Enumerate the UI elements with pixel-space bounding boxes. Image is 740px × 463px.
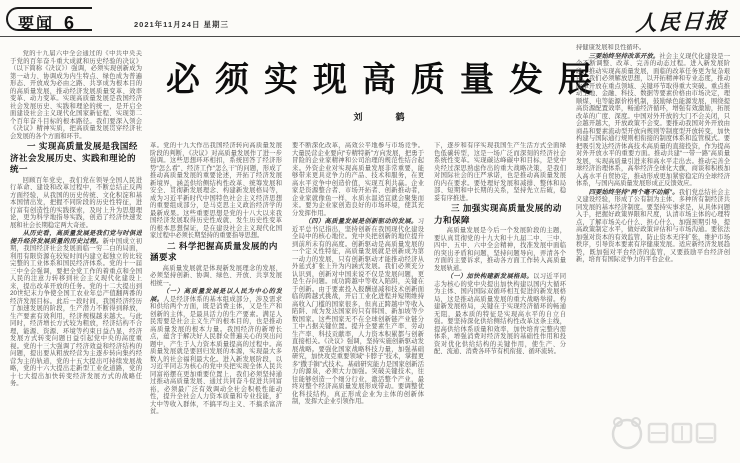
paragraph-lead: 从历史看，高质量发展是我们党与时俱进提升经济发展质量的历史过程。	[10, 230, 142, 245]
article-paragraph	[10, 230, 142, 388]
article-headline: 必须实现高质量发展	[166, 61, 607, 99]
paragraph-lead: 三要始终坚持改革开放。	[588, 52, 660, 60]
section-heading-1: 一 实现高质量发展是我国经济社会发展历史、实践和理论的统一	[10, 141, 138, 174]
article-author: 刘 鹤	[353, 112, 417, 122]
paragraph-lead: （一）加快构建新发展格局。	[446, 273, 534, 280]
column-1	[10, 50, 142, 460]
header-divider	[0, 36, 740, 37]
section-heading-3: 三 加强实现高质量发展的动力和保障	[434, 203, 562, 225]
article-paragraph	[150, 288, 282, 416]
section-kicker	[6, 7, 92, 31]
paragraph-text: 新中国成立初期，我国经济社会发展面临一穷二白的局面，利用有限资源在较短时间内建立起独立的比较完整的工业体系和国民经济体系。党的十一届三中全会强调，要把全党工作的着重点和全国人民的注意力转移到社会主义现代化建设上来，提出改革开放的任务。党的十二大提出到20世纪末力争使全国工农业年总产值翻两番的经济发展目标。此后一段时间，我国经济经历了加速发展的阶段，生产潜力不断得到释放，生产要素有效利用，经济规模越来越大。与此同时，经济增长方式较为粗放，经济结构不合理，能源、资源、环境等约束日益凸显，经济发展方式转变问题日益引起党中央的高度重视。党的十三大强调了经济效益和经济结构的问题，提出要从粗放经营为主逐步转向集约经营为主的轨道，党的十五大提出可持续发展战略，党的十六大提出走新型工业化道路，党的十七大提出加快转变经济发展方式的战略任务。	[10, 237, 142, 387]
section-heading-2: 二 科学把握高质量发展的内涵要求	[150, 240, 278, 262]
article-paragraph: 回顾百年党史，我们党在领导全国人民进行革命、建设和改革过程中，不断总结正反两方面经验，从我国的历史传统、文化积淀和基本国情出发，把握不同阶段的历史性特征，进行富有创造性的实践探索，及时上升为思想理论，更为科学地指导实践，创造了经济快速发展和社会长期稳定两大奇迹。	[10, 176, 142, 229]
article-paragraph: 要不断深化改革，高效公平地参与市场竞争。大量民营企业要向“专精特新”方向发展，把勇于冒险的企业家精神和公司治理的规范性结合起来。外资企业对实现高质量发展非常重要，能够带来更具竞争力的产品、技术和服务，在更高水平竞争中创造价值，实现互利共赢。企业家是资源整合者、市场开拓者、创新推动者，企业家就像鱼一样，水质水温适宜就会聚集而来。要为企业家创造良好的市场环境，使其充分发挥作用。	[292, 142, 424, 217]
article-paragraph	[576, 189, 730, 264]
paragraph-lead: （一）高质量发展是以人民为中心的发展。	[150, 288, 282, 303]
paragraph-text: 习近平总书记指出，坚持创新在我国现代化建设全局中的核心地位。党中央把创新的地位提升到前所未有的高度。创新驱动是高质量发展的一个定义性特征，高质量发展就是创新成为第一动力的发展，只有创新驱动才能推动经济从外延式扩张上升为内涵式发展。我们必须充分认识到，创新对中国来说不仅是发展问题，更是生存问题。成功跨越中等收入陷阱，关键在于创新。由于要素投入报酬递减和技术创新面临的跨越式挑战，开启工业化进程并短期维持高收入门槛的国家很多，但真正跨越中等收入陷阱、成为发达国家的只有韩国、新加坡等少数国家。这些国家无不在全球创新链产业链分工中占据关键位置。提升全要素生产率、劳动生产率、科技贡献率，人力资本积累都与创新直接相关。《决议》强调，坚持实施创新驱动发展战略。要强化国家战略科技力量，加强基础研究，加快攻克重要领域“卡脖子”技术，掌握更多“撒手锏”式技术。基础研究能力是国家创新活力的源泉，必须大力加强。突破关键技术，往往能够创造一个细分行业，激活整个产业，最终对整个经济高质量发展形成带动。要调整优化科技结构，真正形成企业为主体的创新体制，发挥大企业引领作用。	[292, 218, 424, 405]
article-paragraph	[576, 53, 730, 188]
section-label: 要闻	[18, 16, 55, 33]
masthead-logo: 人民日报	[635, 7, 729, 36]
headline-zone	[150, 60, 608, 123]
article-paragraph: 革。党的十九大作出我国经济转向高质量发展阶段的判断，《决议》对高质量发展作了进一步强调。这些思想环环相扣，系统回答了经济形势“怎么看”、经济工作“怎么干”的问题，形成了推动高质量发展的重要论述，开拓了经济发展新境界，涵盖供给侧结构性改革、统筹发展和安全、贯彻新发展理念、构建新发展格局等，成为习近平新时代中国特色社会主义经济思想的重要组成部分，是马克思主义政治经济学的最新成果。这些重要思想是党的十八大以来我国经济发展取得历史性成就、发生历史性变革的根本思想保证，是在建设社会主义现代化国家过程中必须长期坚持的重要指导思想。	[150, 142, 282, 239]
article-paragraph	[292, 218, 424, 406]
paragraph-text: 以习近平同志为核心的党中央提出加快构建以国内大循环为主体、国内国际双循环相互促进的新发展格局，这是推动高质量发展的重大战略举措。构建新发展格局，关键在于实现经济循环的畅通无阻，最本质的特征是实现高水平的自立自强。要坚持深化供给侧结构性改革这条主线，提高供给体系质量和效率，加快培育完整内需体系，增强消费对经济发展的基础性作用和投资对优化供给结构的关键作用，使生产、分配、流通、消费各环节有机衔接、循环流转。	[434, 273, 566, 355]
article-paragraph: 党的十九届六中全会通过的《中共中央关于党的百年奋斗重大成就和历史经验的决议》（以下简称《决议》）强调，必须实现创新成为第一动力、协调成为内生特点、绿色成为普遍形态、开放成为必由之路、共享成为根本目的的高质量发展，推动经济发展质量变革、效率变革、动力变革。实现高质量发展是我国经济社会发展历史、实践和理论的统一，是开启全面建设社会主义现代化国家新征程、实现第二个百年奋斗目标的根本路径。我们要深入领会《决议》精神实质，把高质量发展贯穿经济社会发展的各个方面和环节。	[10, 50, 142, 140]
paragraph-lead: （四）高质量发展是创新驱动的发展。	[304, 218, 418, 225]
column-5	[576, 44, 730, 460]
article-paragraph: 持健康发展和良性循环。	[576, 44, 646, 51]
publication-date: 2021年11月24日 星期三	[134, 20, 230, 29]
paragraph-lead: 四要始终坚持“两个毫不动摇”。	[588, 188, 679, 196]
paragraph-text: 人是经济体系的基本组成部分，涉及需求和供给两个方面，既是消费主体，又是生产和创新的主体，是最具活力的生产要素。满足人民需要是社会主义生产的根本目的，也是推动高质量发展的根本力量。我国经济的新增长点，蕴含于解决好人民群众普遍关心的突出问题中，产生于人力资本质量提高的过程中。高质量发展就是要回归发展的本源，实现最大多数人的社会福利最大化。进入新发展阶段，以习近平同志为核心的党中央把实现全体人民共同富裕摆在更加重要位置上，我们必须坚持通过推动高质量发展、通过共同奋斗促进共同富裕，必须最广泛有效调动全社会积极性能动性，提升全社会人力资本质量和专业技能，扩大中等收入群体，不搞平均主义、不搞杀富济贫。	[150, 295, 282, 415]
page-number: 6	[64, 13, 75, 33]
column-4	[434, 142, 566, 460]
article-paragraph: 下，逐步和有序实现我国生产生活方式全面绿色低碳转型，这是一场广泛而深刻的经济社会系统性变革。实现碳达峰碳中和目标，是党中央经过深思熟虑作出的重大战略决策，是我们对国际社会的庄严承诺，也是推动高质量发展的内在要求。要处理好发展和减排、整体和局部、短期和中长期的关系，坚持先立后破，稳妥有序推进。	[434, 142, 566, 202]
column-3	[292, 142, 424, 460]
article-paragraph: 高质量发展就是体现新发展理念的发展，必须坚持创新、协调、绿色、开放、共享发展相统一。	[150, 264, 282, 287]
paragraph-text: 我们党总结社会主义建设经验，形成了公有制为主体、多种所有制经济共同发展的基本经济制度。要坚持实事求是，从具体问题入手，把握好政策界限和尺度，认清市场主体的心理特点，了解市场关心什么、担心什么，加强预期引导，提高政策制定水平，做好政策评估和与市场沟通。要依法加强对资本的有效监管，防止资本无序扩张，维护市场秩序，引导资本要素有序健康发展。适应新经济发展趋势，既加强对平台经济的监管，又要鼓励平台经济创新，培育有国际竞争力的平台企业。	[576, 188, 730, 263]
paragraph-text: 社会主义现代化建设是一个不断调整、改革、完善的动态过程。进入新发展阶段，推动实现高质量发展，面临的改革任务更为复杂艰巨，我们必须解放思想，以开拓精神和专业态度，推动改革开放在重点领域、关键环节取得重大突破。重点推动土地、金融、科技、数据等要素价格由市场决定，理顺煤、电等能源价格机制，鼓励绿色能源发展，围绕提高资源配置效率，畅通经济循环，增强有效激励，拓展改革的广度、深度。中国对外开放的大门不会关闭，只会越开越大，开放政策不会变。要推动我国对外开放由商品和要素流动型开放向规则等制度型开放转变，加快构建与国际通行规则相衔接的制度体系和监管模式。要把吸引发达经济体高技术高质量的直接投资，作为提高对外开放水平的重要方面。推动共建“一带一路”高质量发展，实现高质量引进来和高水平走出去。推动完善全球经济治理体系，高举经济全球化大旗，商谈和积极加入高水平自贸协定，推动形成更加紧密稳定的全球经济体系，与国内高质量发展形成正反馈效应。	[576, 52, 730, 187]
article-paragraph	[434, 273, 566, 356]
article-paragraph: 高质量发展是今后一个发展阶段的主题，要认真贯彻党的十九大和十九届二中、三中、四中、五中、六中全会精神，找准发展中面临的突出矛盾和问题，坚持问题导向，弄清各个方面的主要诉求，推动各方面工作转入高质量发展轨道。	[434, 227, 566, 272]
column-2	[150, 142, 282, 460]
